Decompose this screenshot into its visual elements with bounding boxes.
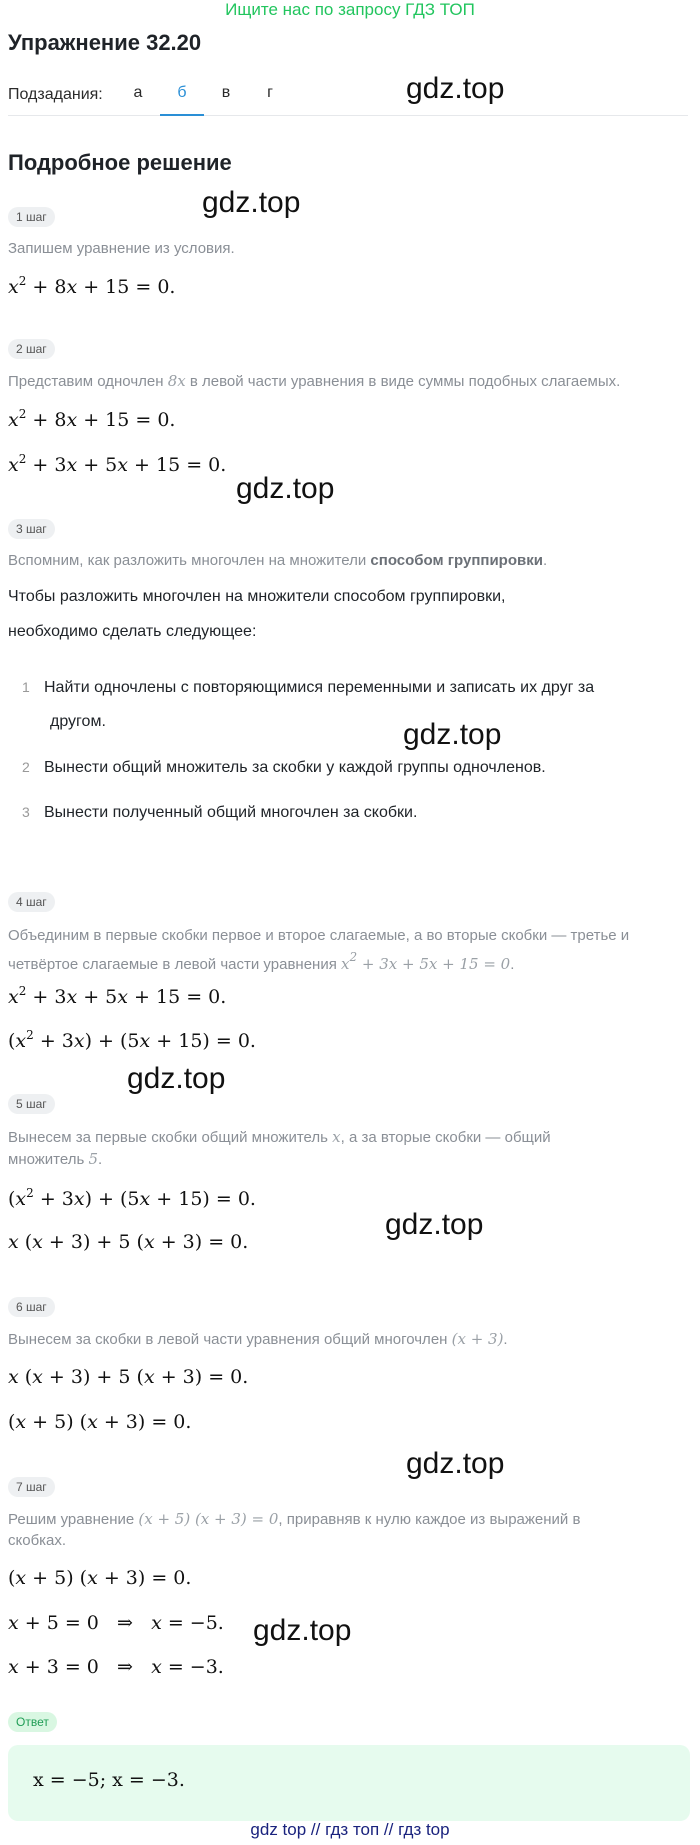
list-item: 3 Вынести полученный общий многочлен за скобки.	[22, 804, 418, 821]
subtasks-bar	[8, 78, 688, 116]
step-description: Вспомним, как разложить многочлен на множители способом группировки.	[8, 552, 548, 569]
rule-text: Чтобы разложить многочлен на множители способом группировки,	[8, 588, 506, 605]
watermark: gdz.top	[253, 1614, 352, 1647]
answer-badge: Ответ	[8, 1712, 57, 1732]
equation: $x^2 + 3x + 5x + 15 = 0$.	[8, 452, 227, 476]
answer-value: x = −5; x = −3.	[33, 1769, 185, 1791]
step-description: Запишем уравнение из условия.	[8, 240, 235, 257]
step-badge: 3 шаг	[8, 519, 55, 539]
top-banner: Ищите нас по запросу ГДЗ ТОП	[225, 0, 475, 19]
step-badge: 1 шаг	[8, 207, 55, 227]
equation: $x^2 + 3x + 5x + 15 = 0$.	[8, 984, 227, 1008]
equation: x + 3 = 0 ⇒ x = −3.	[8, 1656, 224, 1678]
answer-box	[8, 1745, 690, 1821]
watermark: gdz.top	[406, 1447, 505, 1480]
equation: x (x + 3) + 5 (x + 3) = 0.	[8, 1366, 249, 1388]
watermark: gdz.top	[403, 718, 502, 751]
footer-links[interactable]: gdz top // гдз топ // гдз top	[250, 1820, 450, 1839]
equation: $(x^2 + 3x) + (5x + 15) = 0$.	[8, 1186, 256, 1210]
step-description: Объединим в первые скобки первое и второе слагаемые, а во вторые скобки — третье и	[8, 927, 630, 944]
step-badge: 5 шаг	[8, 1094, 55, 1114]
equation: (x + 5) (x + 3) = 0.	[8, 1411, 192, 1433]
equation: x + 5 = 0 ⇒ x = −5.	[8, 1612, 224, 1634]
list-item: 2 Вынести общий множитель за скобки у каждой группы одночленов.	[22, 759, 546, 776]
subtask-tab-b[interactable]: б	[160, 84, 204, 116]
page-title: Упражнение 32.20	[8, 30, 202, 55]
equation: (x + 5) (x + 3) = 0.	[8, 1567, 192, 1589]
equation: $x^2 + 8x + 15 = 0$.	[8, 274, 176, 298]
step-badge: 6 шаг	[8, 1297, 55, 1317]
equation: $(x^2 + 3x) + (5x + 15) = 0$.	[8, 1028, 256, 1052]
subtask-tab-g[interactable]: г	[267, 84, 273, 101]
watermark: gdz.top	[236, 472, 335, 505]
equation: $x^2 + 8x + 15 = 0$.	[8, 407, 176, 431]
step-description: множитель 5.	[8, 1150, 103, 1168]
subtasks-label: Подзадания:	[8, 86, 103, 103]
watermark: gdz.top	[385, 1208, 484, 1241]
list-item: 1 Найти одночлены с повторяющимися переменными и записать их друг за	[22, 679, 595, 696]
solution-heading: Подробное решение	[8, 150, 232, 175]
step-description: Решим уравнение (x + 5) (x + 3) = 0, приравняв к нулю каждое из выражений в	[8, 1510, 581, 1528]
step-description: четвёртое слагаемые в левой части уравнения $x^2 + 3x + 5x + 15 = 0$.	[8, 950, 515, 973]
subtask-tab-a[interactable]: а	[133, 84, 143, 101]
equation: x (x + 3) + 5 (x + 3) = 0.	[8, 1231, 249, 1253]
step-badge: 4 шаг	[8, 892, 55, 912]
watermark: gdz.top	[127, 1062, 226, 1095]
watermark: gdz.top	[406, 72, 505, 105]
step-badge: 2 шаг	[8, 339, 55, 359]
step-description: Вынесем за первые скобки общий множитель x, а за вторые скобки — общий	[8, 1128, 551, 1146]
step-description: Представим одночлен 8x в левой части уравнения в виде суммы подобных слагаемых.	[8, 372, 621, 390]
step-description: скобках.	[8, 1532, 67, 1549]
subtask-tab-v[interactable]: в	[221, 84, 231, 101]
rule-text: необходимо сделать следующее:	[8, 623, 257, 640]
list-item-continuation: другом.	[50, 713, 106, 730]
step-description: Вынесем за скобки в левой части уравнения общий многочлен (x + 3).	[8, 1330, 508, 1348]
watermark: gdz.top	[202, 186, 301, 219]
step-badge: 7 шаг	[8, 1477, 55, 1497]
